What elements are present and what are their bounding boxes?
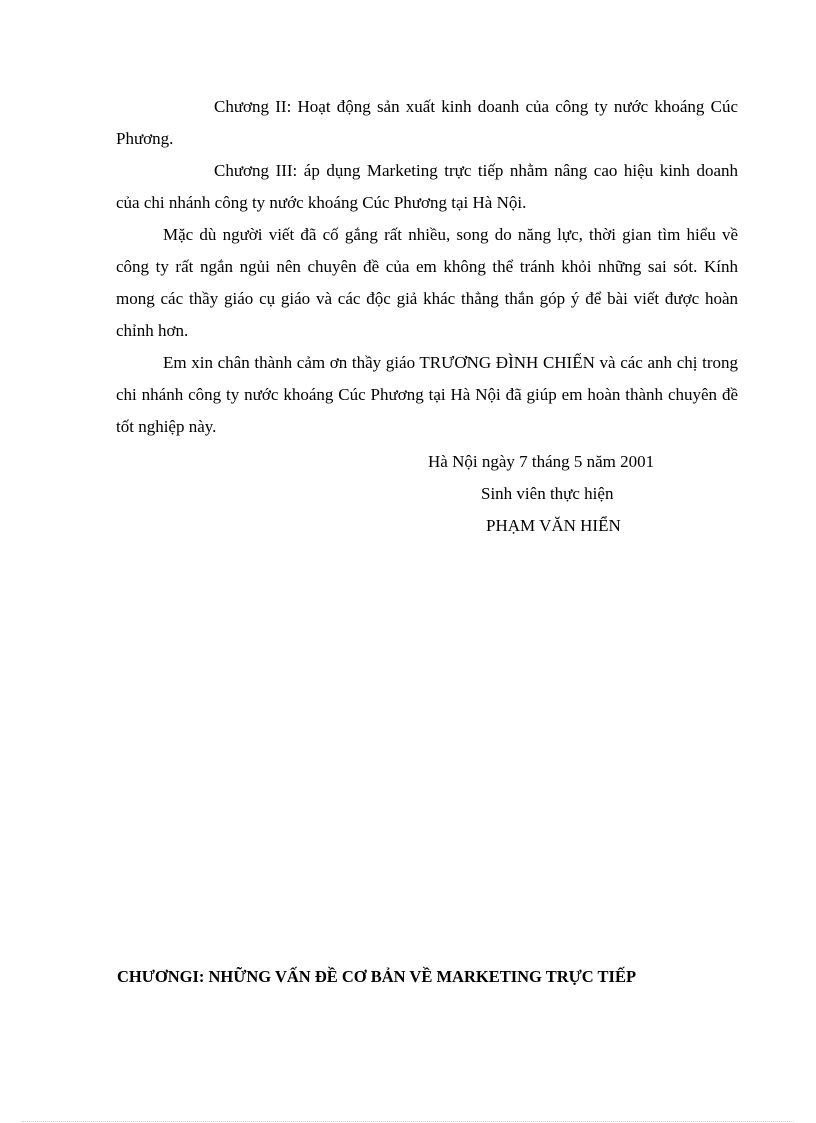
paragraph-chapter-three: Chương III: áp dụng Marketing trực tiếp nhằm nâng cao hiệu kinh doanh của chi nhánh công ty nước khoáng Cúc Phương tại Hà Nội. (116, 161, 738, 212)
paragraph-acknowledgement: Em xin chân thành cảm ơn thầy giáo TRƯƠNG ĐÌNH CHIẾN và các anh chị trong chi nhánh công ty nước khoáng Cúc Phương tại Hà Nội đã giúp em hoàn thành chuyên đề tốt nghiệp này. (116, 353, 738, 436)
paragraph-chapter-two: Chương II: Hoạt động sản xuất kinh doanh của công ty nước khoáng Cúc Phương. (116, 97, 738, 148)
chapter-one-heading: CHƯƠNGI: NHỮNG VẤN ĐỀ CƠ BẢN VỀ MARKETING TRỰC TIẾP (117, 967, 637, 986)
paragraph-apology: Mặc dù người viết đã cố gắng rất nhiều, song do năng lực, thời gian tìm hiểu về công ty rất ngắn ngủi nên chuyên đề của em không thể tránh khỏi những sai sót. Kính mong các thầy giáo cụ giáo và các độc giả khác thẳng thắn góp ý để bài viết được hoàn chỉnh hơn. (116, 225, 738, 340)
signature-date: Hà Nội ngày 7 tháng 5 năm 2001 (428, 452, 655, 471)
page-bottom-divider (22, 1121, 794, 1122)
signature-name: PHẠM VĂN HIỂN (486, 516, 621, 535)
signature-role: Sinh viên thực hiện (481, 484, 614, 503)
